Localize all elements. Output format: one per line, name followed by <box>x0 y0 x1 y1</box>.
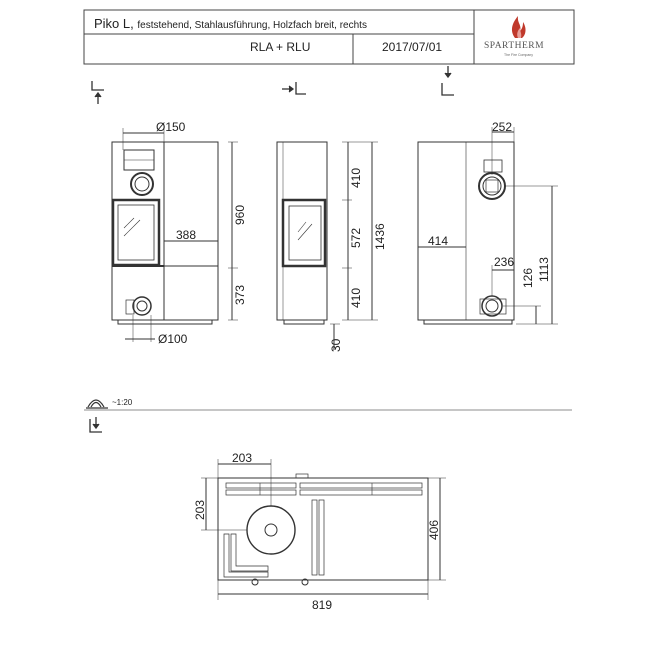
product-description: feststehend, Stahlausführung, Holzfach breit, rechts <box>137 20 367 31</box>
view-symbol-plan-icon <box>90 417 102 432</box>
rear-inlet-height: 126 <box>521 267 535 288</box>
rear-flue-offset: 252 <box>492 120 513 134</box>
side-window-height: 572 <box>349 227 363 248</box>
plan-width: 819 <box>312 598 333 612</box>
plan-depth: 406 <box>427 519 441 540</box>
front-lower-height: 373 <box>233 284 247 305</box>
view-symbol-front-icon <box>92 81 104 104</box>
variant-code: RLA + RLU <box>250 40 311 54</box>
front-flue-diameter: Ø150 <box>156 120 186 134</box>
front-inlet-diameter: Ø100 <box>158 332 188 346</box>
plan-flue-x: 203 <box>232 451 253 465</box>
front-view <box>112 128 238 342</box>
brand-tagline: The Fire Company <box>504 53 533 57</box>
front-upper-height: 960 <box>233 204 247 225</box>
front-wood-width: 388 <box>176 228 197 242</box>
product-name: Piko L, <box>94 16 134 31</box>
title-block <box>84 10 574 64</box>
side-lower-section: 410 <box>349 287 363 308</box>
view-symbol-side-icon <box>282 82 306 94</box>
scale-symbol-icon <box>86 400 108 408</box>
rear-view <box>418 127 558 324</box>
rear-inlet-offset: 236 <box>494 255 515 269</box>
rear-side-offset: 414 <box>428 234 449 248</box>
flame-logo-icon <box>512 16 526 38</box>
plan-view <box>201 459 446 600</box>
side-total-height: 1436 <box>373 223 387 250</box>
side-upper-section: 410 <box>349 167 363 188</box>
leg-height: 30 <box>329 338 343 352</box>
scale-label: ~1:20 <box>112 398 133 407</box>
view-symbol-rear-icon <box>442 66 454 95</box>
plan-flue-y: 203 <box>193 499 207 520</box>
brand-name: SPARTHERM <box>484 41 545 51</box>
rear-flue-height: 1113 <box>537 257 551 282</box>
revision-date: 2017/07/01 <box>382 40 443 54</box>
